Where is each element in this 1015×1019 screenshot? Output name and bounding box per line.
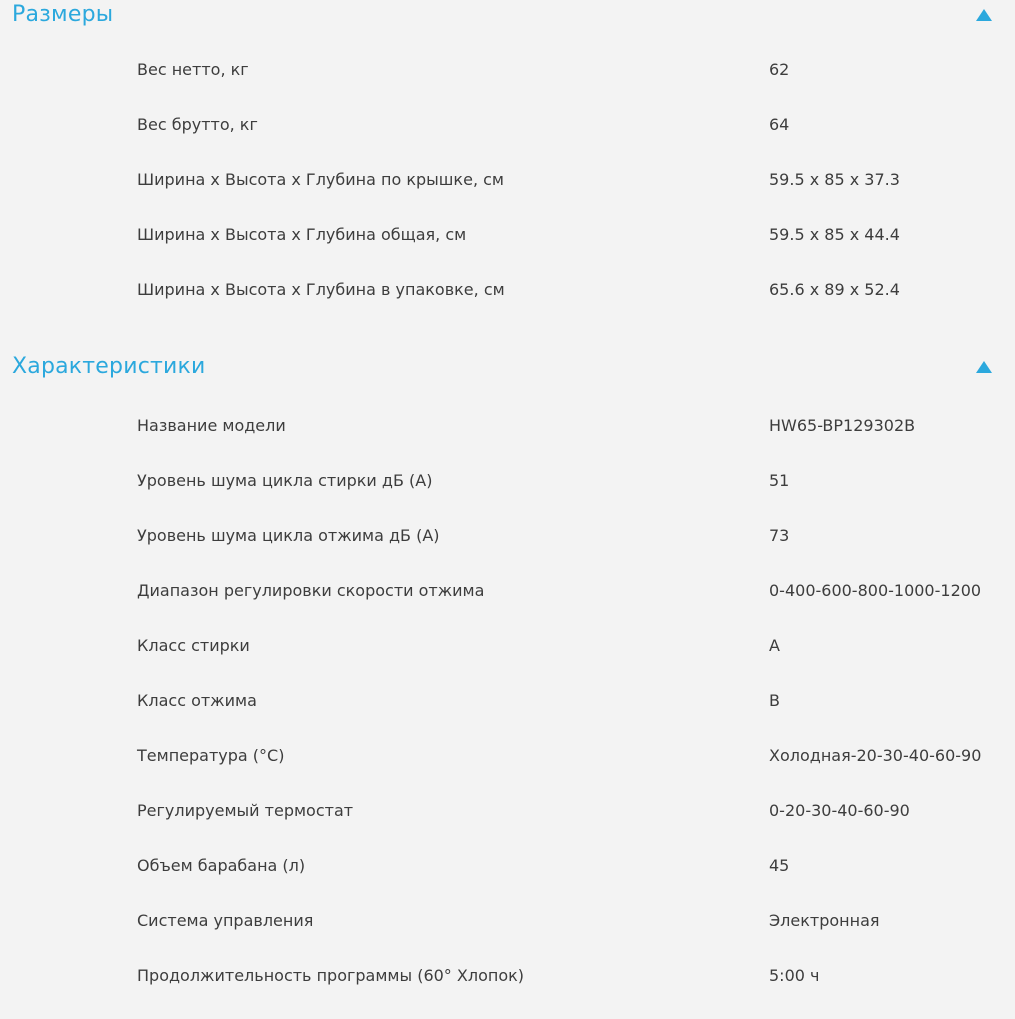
spec-row (0, 524, 1015, 548)
spec-value: 64 (769, 115, 790, 134)
spec-label: Вес нетто, кг (137, 60, 249, 79)
section-title: Характеристики (12, 354, 206, 379)
spec-value: B (769, 691, 780, 710)
spec-label: Уровень шума цикла отжима дБ (А) (137, 526, 440, 545)
section-title: Размеры (12, 2, 114, 27)
section-characteristics (0, 352, 1015, 1019)
spec-label: Система управления (137, 911, 314, 930)
spec-value: Электронная (769, 911, 880, 930)
spec-row (0, 854, 1015, 878)
spec-row (0, 223, 1015, 247)
spec-row (0, 113, 1015, 137)
spec-row (0, 964, 1015, 988)
spec-value: Холодная-20-30-40-60-90 (769, 746, 982, 765)
triangle-up-icon[interactable] (975, 8, 993, 22)
spec-row (0, 634, 1015, 658)
spec-row (0, 414, 1015, 438)
spec-label: Продолжительность программы (60° Хлопок) (137, 966, 525, 985)
spec-value: 73 (769, 526, 790, 545)
spec-value: 5:00 ч (769, 966, 820, 985)
spec-row (0, 689, 1015, 713)
spec-row (0, 168, 1015, 192)
section-dimensions (0, 0, 1015, 320)
spec-row (0, 58, 1015, 82)
spec-label: Объем барабана (л) (137, 856, 306, 875)
spec-value: 0-400-600-800-1000-1200 (769, 581, 982, 600)
spec-value: HW65-BP129302B (769, 416, 916, 435)
spec-label: Регулируемый термостат (137, 801, 354, 820)
spec-label: Класс отжима (137, 691, 257, 710)
spec-row (0, 744, 1015, 768)
spec-row (0, 579, 1015, 603)
section-header-dimensions[interactable] (0, 0, 1015, 30)
spec-value: 0-20-30-40-60-90 (769, 801, 910, 820)
spec-value: 59.5 х 85 х 44.4 (769, 225, 900, 244)
spec-label: Диапазон регулировки скорости отжима (137, 581, 485, 600)
spec-value: A (769, 636, 780, 655)
spec-row (0, 799, 1015, 823)
spec-label: Ширина х Высота х Глубина по крышке, см (137, 170, 504, 189)
spec-label: Ширина х Высота х Глубина в упаковке, см (137, 280, 505, 299)
spec-row (0, 278, 1015, 302)
spec-label: Уровень шума цикла стирки дБ (А) (137, 471, 433, 490)
spec-label: Температура (°C) (137, 746, 285, 765)
spec-value: 59.5 х 85 х 37.3 (769, 170, 900, 189)
spec-value: 62 (769, 60, 790, 79)
section-header-characteristics[interactable] (0, 352, 1015, 382)
spec-label: Класс стирки (137, 636, 250, 655)
spec-value: 51 (769, 471, 790, 490)
spec-value: 45 (769, 856, 790, 875)
spec-label: Ширина х Высота х Глубина общая, см (137, 225, 467, 244)
spec-row (0, 909, 1015, 933)
spec-label: Вес брутто, кг (137, 115, 258, 134)
spec-row (0, 469, 1015, 493)
spec-label: Название модели (137, 416, 286, 435)
spec-value: 65.6 х 89 х 52.4 (769, 280, 900, 299)
triangle-up-icon[interactable] (975, 360, 993, 374)
